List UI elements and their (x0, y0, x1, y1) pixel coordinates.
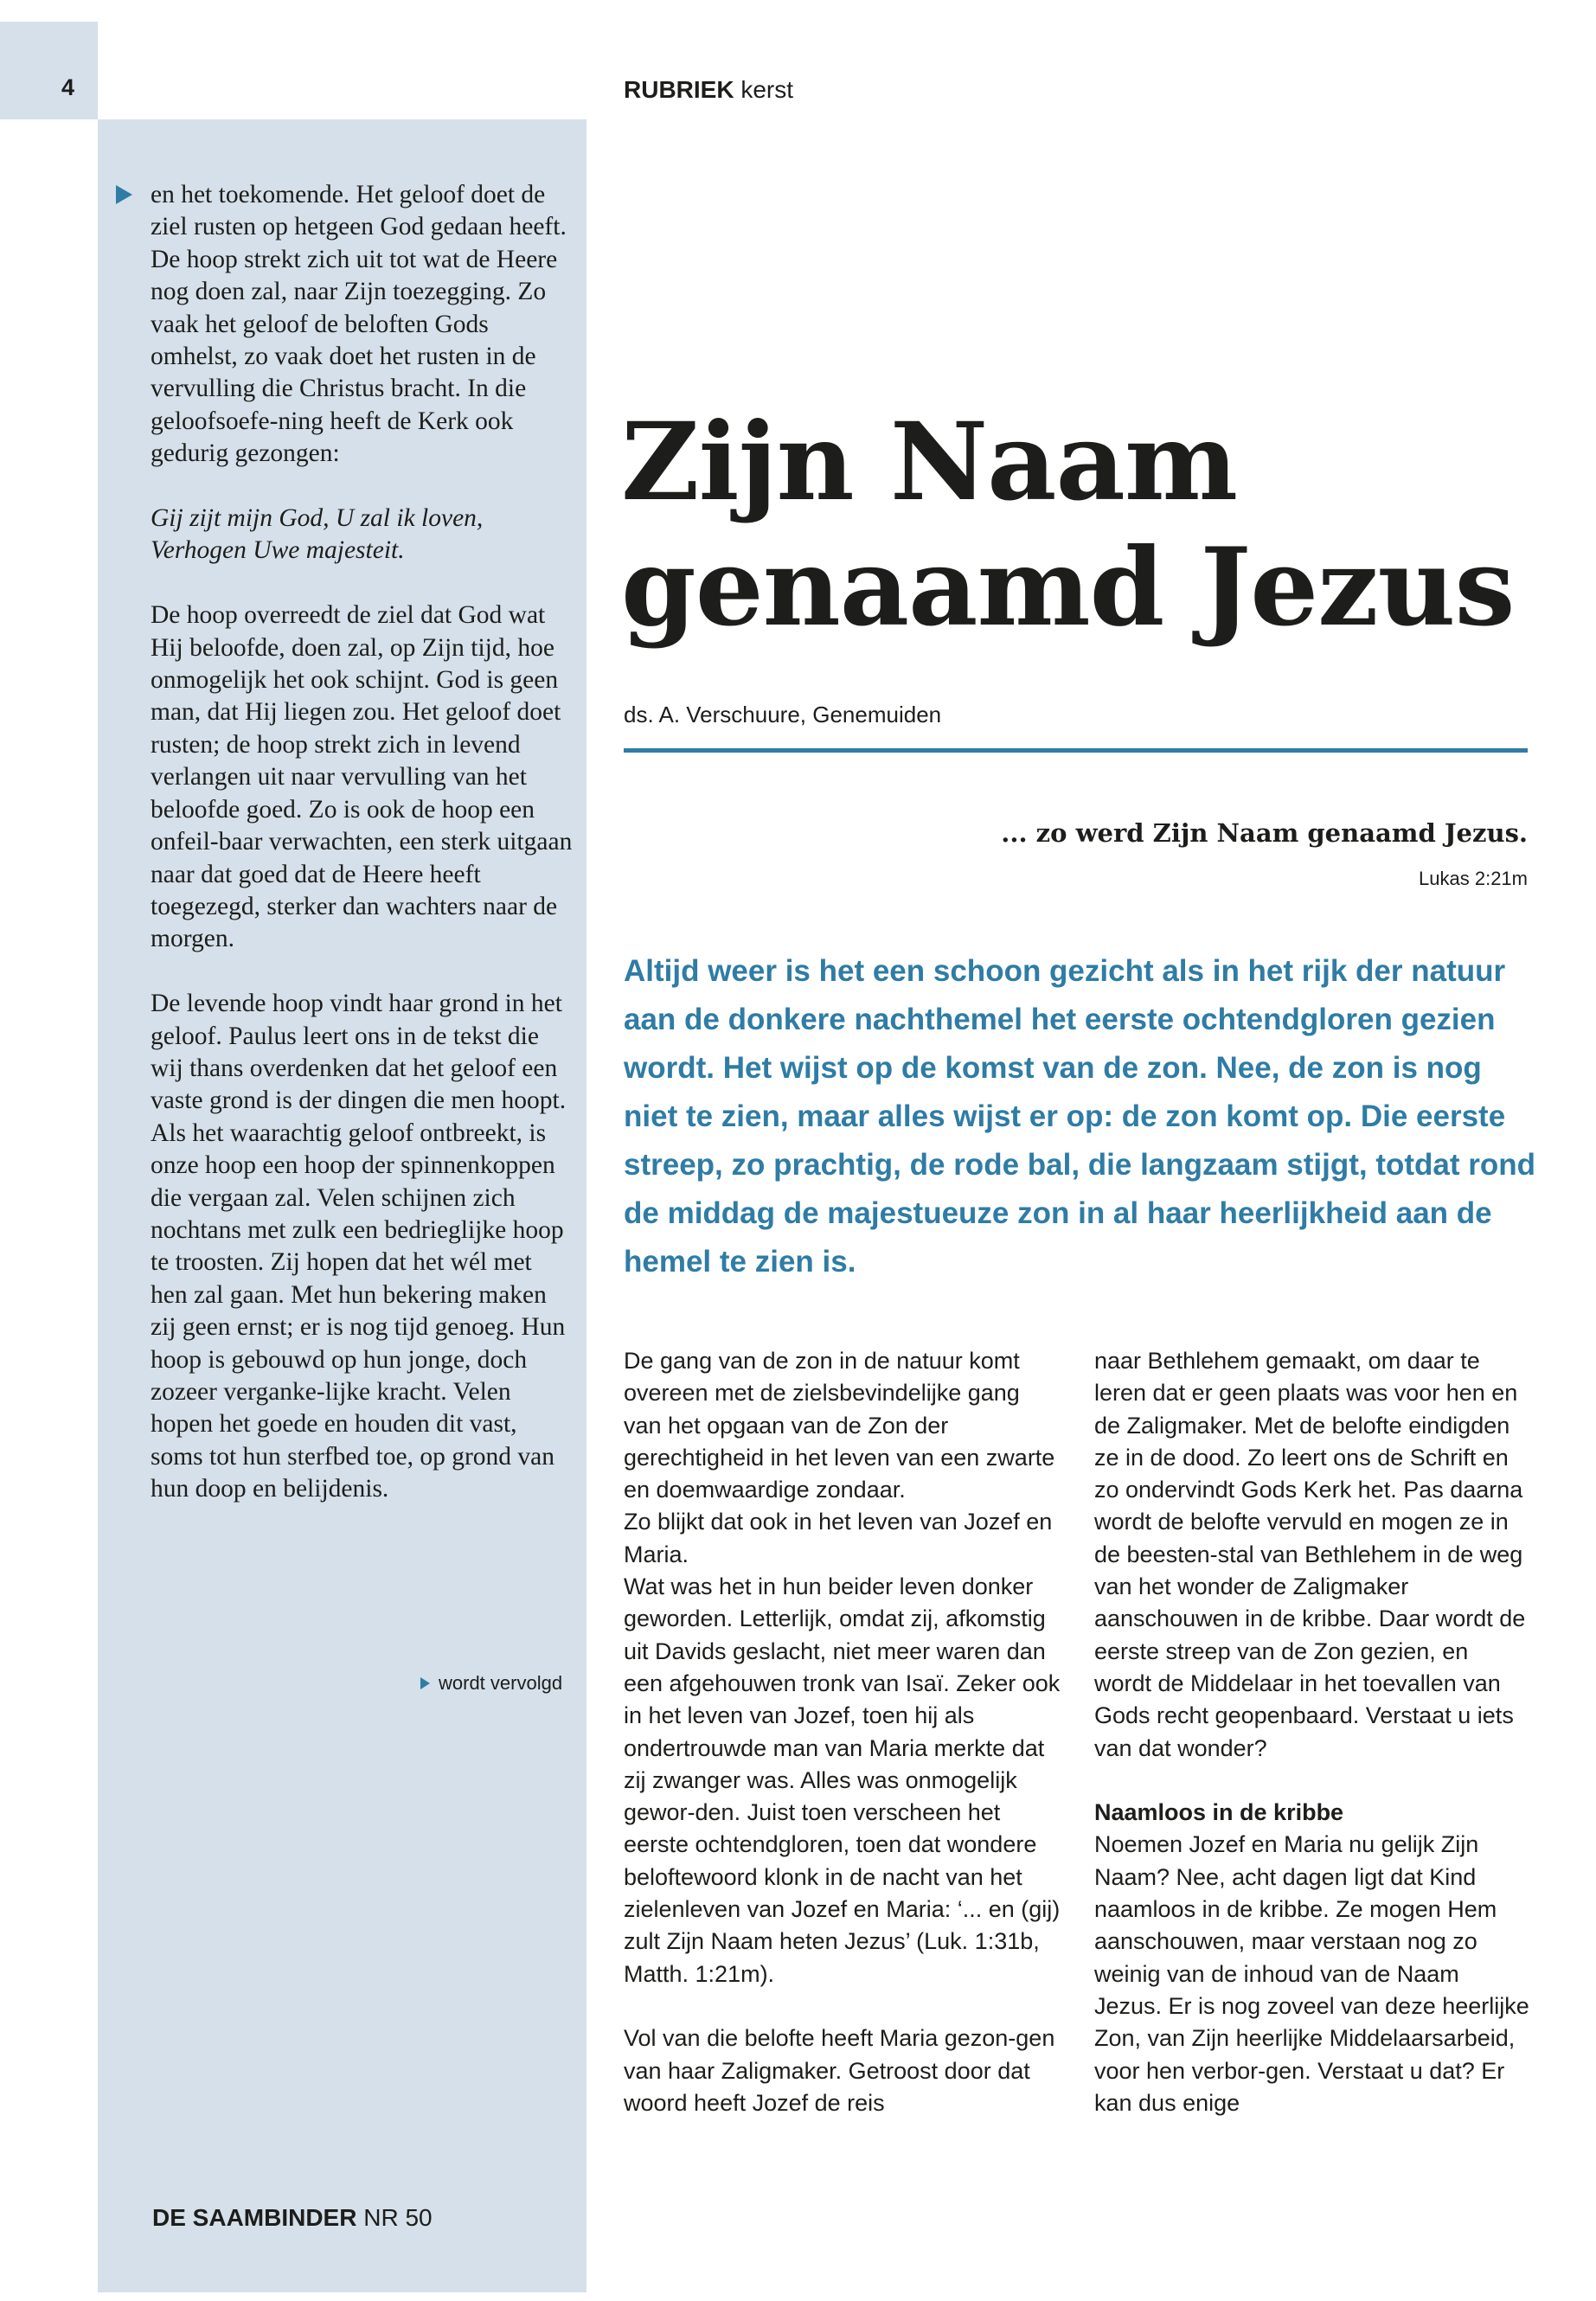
title-line: Zijn Naam (621, 400, 1238, 525)
magazine-issue: NR 50 (363, 2204, 433, 2231)
epigraph-reference: Lukas 2:21m (1419, 868, 1528, 889)
magazine-name: DE SAAMBINDER (152, 2204, 357, 2231)
body-paragraph: Zo blijkt dat ook in het leven van Jozef en Maria. (624, 1509, 1053, 1567)
page-tab (0, 22, 98, 119)
body-paragraph: Vol van die belofte heeft Maria gezon-gen van haar Zaligmaker. Getroost door dat woord heeft Jozef de reis (624, 2025, 1055, 2116)
sidebar-quote: Gij zijt mijn God, U zal ik loven, Verhogen Uwe majesteit. (151, 504, 484, 565)
article-column-right (1094, 1345, 1531, 2151)
title-divider (624, 748, 1528, 753)
epigraph: ... zo werd Zijn Naam genaamd Jezus. (1001, 818, 1528, 848)
magazine-footer (152, 2204, 433, 2232)
continued-label: wordt vervolgd (439, 1672, 563, 1694)
article-intro: Altijd weer is het een schoon gezicht als in het rijk der natuur aan de donkere nachthemel het eerste ochtendgloren gezien wordt. Het wijst op de komst van de zon. Nee, de zon is nog niet te zien, maar alles wijst er op: de zon komt op. Die eerste streep, zo prachtig, de rode bal, die langzaam stijgt, totdat rond de middag de majestueuze zon in al haar heerlijkheid aan de hemel te zien is. (624, 954, 1536, 1279)
article-title (621, 400, 1573, 651)
section-subheading: Naamloos in de kribbe (1094, 1799, 1344, 1826)
sidebar-paragraph: en het toekomende. Het geloof doet de ziel rusten op hetgeen God gedaan heeft. De hoop strekt zich uit tot wat de Heere nog doen zal, naar Zijn toezegging. Zo vaak het geloof de beloften Gods omhelst, zo vaak doet het rusten in de vervulling die Christus bracht. In die geloofsoefe-ning heeft de Kerk ook gedurig gezongen: (151, 181, 567, 468)
play-arrow-icon (420, 1677, 430, 1689)
rubriek-header (624, 76, 793, 104)
continued-from-arrow-icon (116, 185, 132, 204)
body-paragraph: naar Bethlehem gemaakt, om daar te leren dat er geen plaats was voor hen en de Zaligmaker. Met de belofte eindigden ze in de dood. Zo leert ons de Schrift en zo ondervindt Gods Kerk het. Pas daarna wordt de belofte vervuld en mogen ze in de beesten-stal van Bethlehem in de weg van het wonder de Zaligmaker aanschouwen in de kribbe. Daar wordt de eerste streep van de Zon gezien, en wordt de Middelaar in het toevallen van Gods recht geopenbaard. Verstaat u iets van dat wonder? (1094, 1348, 1526, 1761)
continued-note (420, 1672, 562, 1695)
rubriek-label: RUBRIEK (624, 76, 734, 103)
body-paragraph: De gang van de zon in de natuur komt overeen met de zielsbevindelijke gang van het opgaan van de Zon der gerechtigheid in het leven van een zwarte en doemwaardige zondaar. (624, 1348, 1055, 1503)
article-author: ds. A. Verschuure, Genemuiden (624, 702, 942, 727)
rubriek-topic: kerst (740, 76, 794, 103)
sidebar-paragraph: De hoop overreedt de ziel dat God wat Hij beloofde, doen zal, op Zijn tijd, hoe onmogelijk het ook schijnt. God is geen man, dat Hij liegen zou. Het geloof doet rusten; de hoop strekt zich in levend verlangen uit naar vervulling van het beloofde goed. Zo is ook de hoop een onfeil-baar verwachten, een sterk uitgaan naar dat goed dat de Heere heeft toegezegd, sterker dan wachters naar de morgen. (151, 601, 573, 953)
title-line: genaamd Jezus (621, 525, 1515, 651)
body-paragraph: Noemen Jozef en Maria nu gelijk Zijn Naam? Nee, acht dagen ligt dat Kind naamloos in de kribbe. Ze mogen Hem aanschouwen, maar verstaan nog zo weinig van de inhoud van de Naam Jezus. Er is nog zoveel van deze heerlijke Zon, van Zijn heerlijke Middelaarsarbeid, voor hen verbor-gen. Verstaat u dat? Er kan dus enige (1094, 1831, 1529, 2116)
article-column-left (624, 1345, 1061, 2151)
body-paragraph: Wat was het in hun beider leven donker geworden. Letterlijk, omdat zij, afkomstig uit Davids geslacht, niet meer waren dan een afgehouwen tronk van Isaï. Zeker ook in het leven van Jozef, toen hij als ondertrouwde man van Maria merkte dat zij zwanger was. Alles was onmogelijk gewor-den. Juist toen verscheen het eerste ochtendgloren, toen dat wondere beloftewoord klonk in de nacht van het zielenleven van Jozef en Maria: ‘... en (gij) zult Zijn Naam heten Jezus’ (Luk. 1:31b, Matth. 1:21m). (624, 1574, 1061, 1987)
sidebar-paragraph: De levende hoop vindt haar grond in het geloof. Paulus leert ons in de tekst die wij thans overdenken dat het geloof een vaste grond is der dingen die men hoopt. Als het waarachtig geloof ontbreekt, is onze hoop een hoop der spinnenkoppen die vergaan zal. Velen schijnen zich nochtans met zulk een bedrieglijke hoop te troosten. Zij hopen dat het wél met hen zal gaan. Met hun bekering maken zij geen ernst; er is nog tijd genoeg. Hun hoop is gebouwd op hun jonge, doch zozeer verganke-lijke kracht. Velen hopen het goede en houden dit vast, soms tot hun sterfbed toe, op grond van hun doop en belijdenis. (151, 990, 567, 1503)
page-number: 4 (61, 74, 75, 100)
sidebar-text (151, 179, 574, 1538)
